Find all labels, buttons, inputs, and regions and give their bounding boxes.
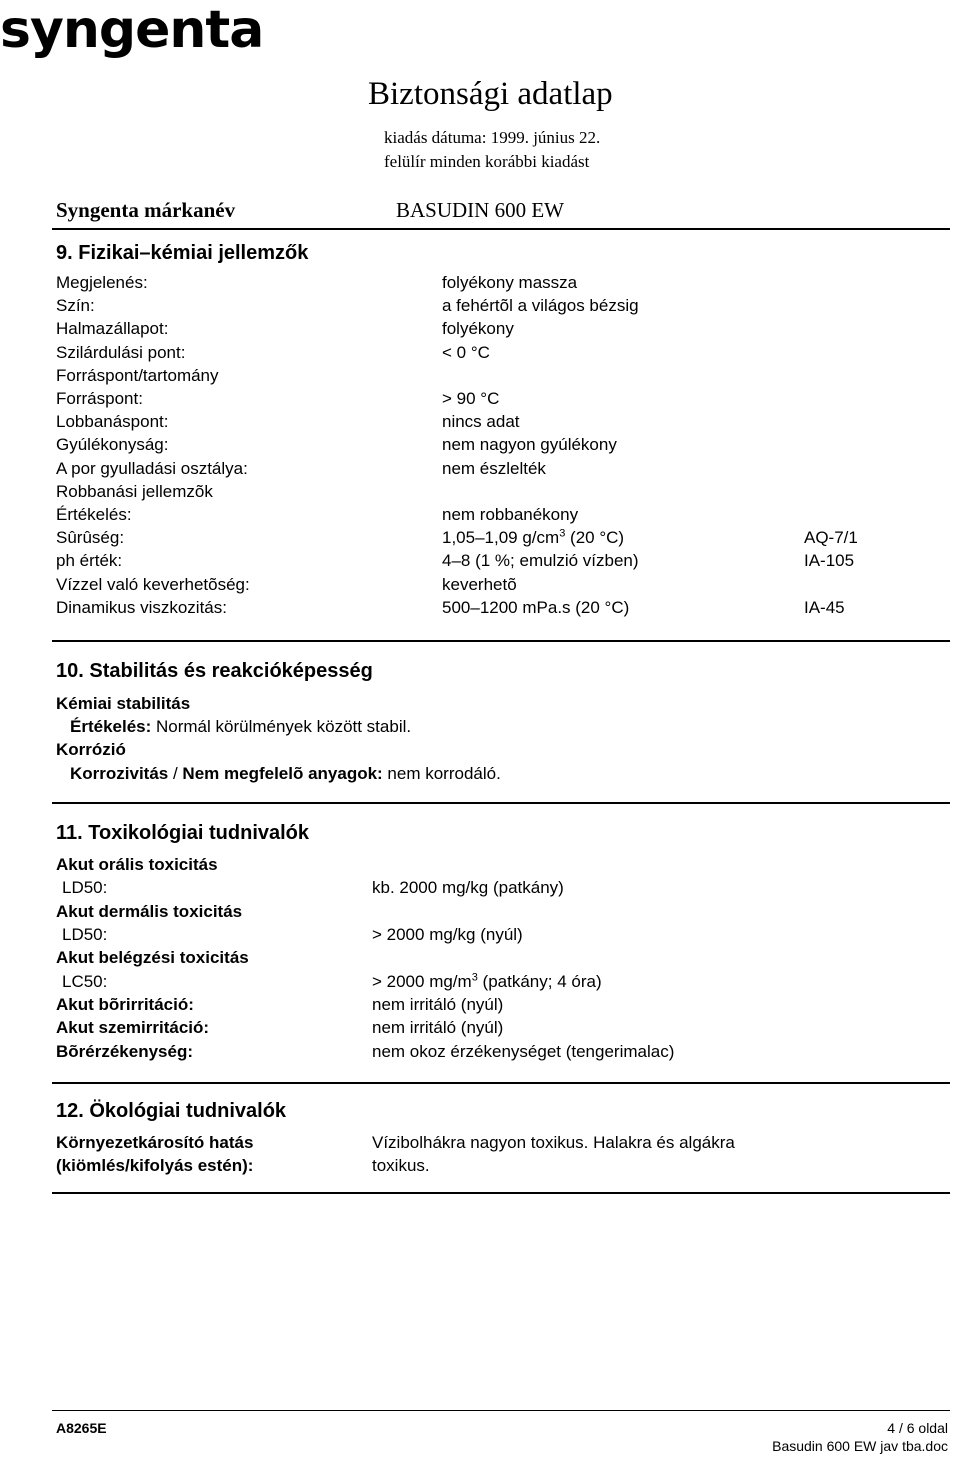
property-label: Dinamikus viszkozitás: <box>56 597 227 617</box>
property-row <box>56 273 900 296</box>
eye-irritation-label: Akut szemirritáció: <box>56 1018 210 1037</box>
property-value: nincs adat <box>442 412 520 432</box>
document-code: A8265E <box>56 1420 107 1436</box>
property-row <box>56 412 900 435</box>
property-row <box>56 528 900 551</box>
property-row <box>56 366 900 389</box>
property-label: Forráspont/tartomány <box>56 365 219 385</box>
section-9-heading: 9. Fizikai–kémiai jellemzők <box>56 242 309 264</box>
property-label: Gyúlékonyság: <box>56 435 169 455</box>
test-method-code: IA-45 <box>804 597 845 617</box>
property-value: a fehértõl a világos bézsig <box>442 296 639 316</box>
test-method-code: AQ-7/1 <box>804 528 858 548</box>
property-label: Sûrûség: <box>56 528 125 548</box>
property-row <box>56 551 900 574</box>
section-12-heading: 12. Ökológiai tudnivalók <box>56 1100 287 1122</box>
property-row <box>56 435 900 458</box>
stability-evaluation <box>70 717 411 737</box>
brand-label: Syngenta márkanév <box>56 198 236 222</box>
property-value: nem észlelték <box>442 458 546 478</box>
oral-ld50-value: kb. 2000 mg/kg (patkány) <box>372 878 564 897</box>
test-method-code: IA-105 <box>804 551 855 571</box>
section-9-divider <box>52 640 950 642</box>
corrosivity-value: nem korrodáló. <box>382 764 501 783</box>
page-number: 4 / 6 oldal <box>887 1420 948 1436</box>
property-value: < 0 °C <box>442 342 490 362</box>
eye-irritation-value: nem irritáló (nyúl) <box>372 1018 504 1037</box>
corrosivity-line <box>70 764 501 784</box>
file-name: Basudin 600 EW jav tba.doc <box>772 1438 948 1454</box>
property-label: Lobbanáspont: <box>56 412 169 432</box>
corrosivity-separator: / <box>168 764 183 783</box>
corrosion-label: Korrózió <box>56 740 126 759</box>
dermal-ld50-key: LD50: <box>62 925 108 944</box>
corrosivity-label: Korrozivitás <box>70 764 169 783</box>
oral-toxicity-label: Akut orális toxicitás <box>56 855 218 874</box>
section-12-divider <box>52 1192 950 1194</box>
section-10-divider <box>52 802 950 804</box>
skin-irritation-label: Akut bõrirritáció: <box>56 995 194 1014</box>
property-row <box>56 343 900 366</box>
property-value: folyékony <box>442 319 514 339</box>
property-label: Forráspont: <box>56 389 143 408</box>
dermal-ld50-value: > 2000 mg/kg (nyúl) <box>372 925 523 944</box>
property-value: 1,05–1,09 $g/cm^3$ (20 °C) <box>442 527 625 548</box>
property-value: 500–1200 mPa.s (20 °C) <box>442 597 630 617</box>
header-divider <box>52 228 950 230</box>
property-row <box>56 459 900 482</box>
env-impact-value-2: toxikus. <box>372 1156 430 1175</box>
env-impact-value-1: Vízibolhákra nagyon toxikus. Halakra és algákra <box>372 1133 735 1152</box>
unsuitable-materials-label: Nem megfelelõ anyagok: <box>182 764 383 783</box>
footer-divider <box>52 1410 950 1411</box>
skin-irritation-value: nem irritáló (nyúl) <box>372 995 504 1014</box>
issue-date: kiadás dátuma: 1999. június 22. <box>384 128 601 147</box>
property-label: ph érték: <box>56 551 123 571</box>
property-label: Halmazállapot: <box>56 319 169 339</box>
property-row <box>56 482 900 505</box>
property-row <box>56 319 900 342</box>
document-title: Biztonsági adatlap <box>368 76 613 112</box>
property-value: nem nagyon gyúlékony <box>442 435 617 455</box>
section-11-heading: 11. Toxikológiai tudnivalók <box>56 822 310 844</box>
product-name: BASUDIN 600 EW <box>396 198 564 222</box>
evaluation-label: Értékelés: <box>70 717 152 736</box>
property-row <box>56 575 900 598</box>
evaluation-value: Normál körülmények között stabil. <box>151 717 412 736</box>
property-row <box>56 505 900 528</box>
supersedes-note: felülír minden korábbi kiadást <box>384 152 590 171</box>
env-impact-label-2: (kiömlés/kifolyás estén): <box>56 1156 254 1175</box>
property-value: nem robbanékony <box>442 505 579 524</box>
property-value: folyékony massza <box>442 273 578 292</box>
property-label: Értékelés: <box>56 505 132 524</box>
property-row <box>56 598 900 621</box>
oral-ld50-key: LD50: <box>62 878 108 897</box>
skin-sensitization-value: nem okoz érzékenységet (tengerimalac) <box>372 1042 675 1061</box>
inhalation-lc50-key: LC50: <box>62 972 108 991</box>
property-label: Szín: <box>56 296 95 316</box>
property-label: Robbanási jellemzõk <box>56 481 213 501</box>
env-impact-label-1: Környezetkárosító hatás <box>56 1133 254 1152</box>
property-row <box>56 389 900 412</box>
chemical-stability-label: Kémiai stabilitás <box>56 694 191 713</box>
property-value: keverhetõ <box>442 574 517 594</box>
property-value: 4–8 (1 %; emulzió vízben) <box>442 551 639 571</box>
dermal-toxicity-label: Akut dermális toxicitás <box>56 902 243 921</box>
property-label: Megjelenés: <box>56 273 148 292</box>
inhalation-toxicity-label: Akut belégzési toxicitás <box>56 948 249 967</box>
property-label: A por gyulladási osztálya: <box>56 458 248 478</box>
property-row <box>56 296 900 319</box>
inhalation-lc50-value: > 2000 $mg/m^3$ (patkány; 4 óra) <box>372 971 602 991</box>
property-value: > 90 °C <box>442 389 500 408</box>
skin-sensitization-label: Bõrérzékenység: <box>56 1042 194 1061</box>
section-10-heading: 10. Stabilitás és reakcióképesség <box>56 660 373 682</box>
property-label: Vízzel való keverhetõség: <box>56 574 250 594</box>
section-11-divider <box>52 1082 950 1084</box>
property-label: Szilárdulási pont: <box>56 342 186 362</box>
